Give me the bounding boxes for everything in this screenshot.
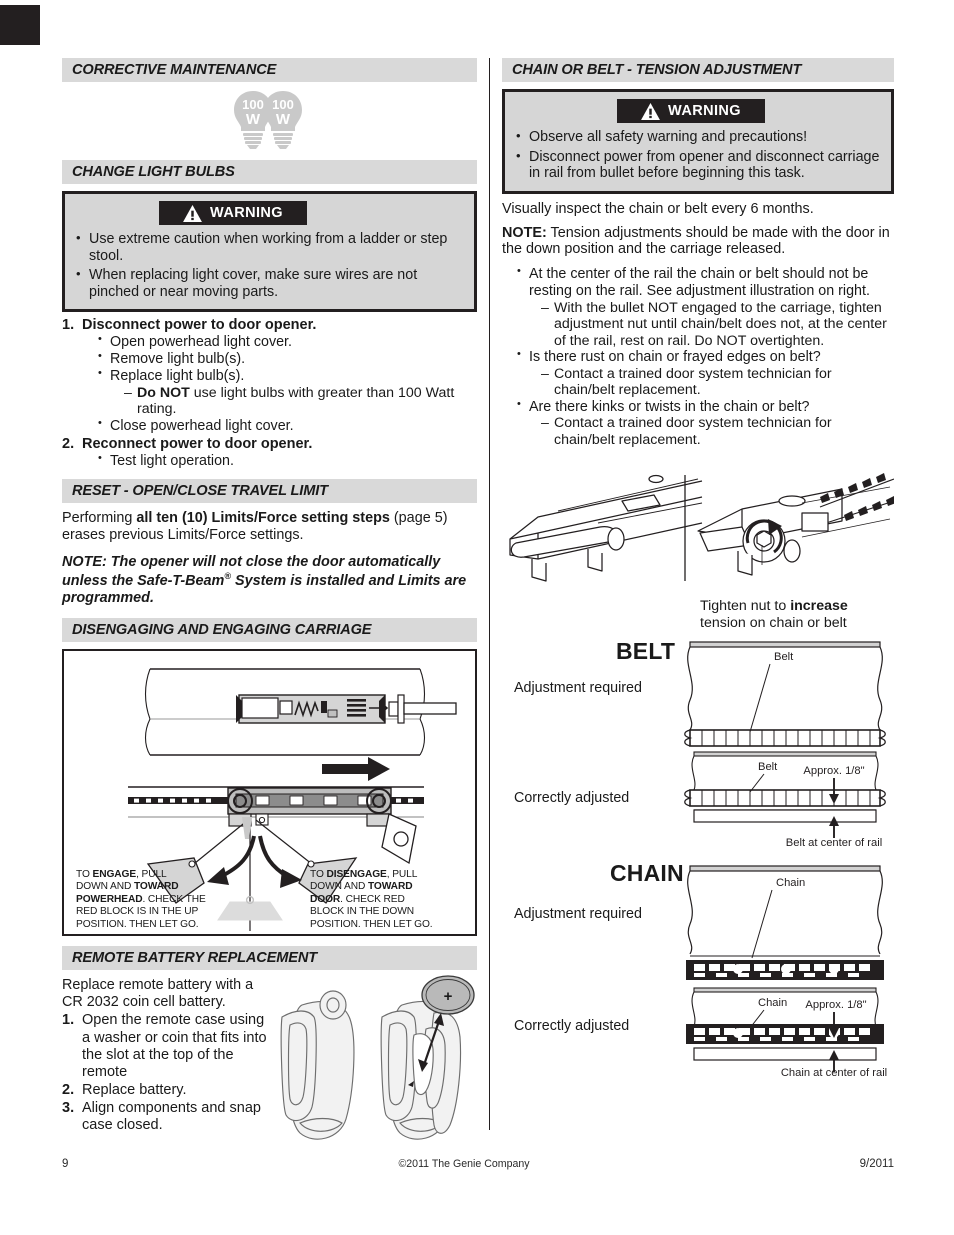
warning-box-tension (502, 89, 894, 194)
belt-diagram-title: BELT (616, 637, 676, 664)
page-corner-tab (0, 5, 40, 45)
dash-rest: use light bulbs with greater than 100 Watt rating. (137, 385, 455, 418)
battery-polarity-label: + (443, 987, 453, 1005)
tension-dash-list (541, 366, 894, 399)
belt-gap-label: Approx. 1/8" (803, 764, 865, 777)
belt-tension-figure (676, 634, 894, 846)
page-footer (62, 1158, 894, 1170)
caption-text: , PULL (136, 868, 167, 880)
remote-battery-steps (62, 1012, 267, 1134)
tension-bullet (515, 399, 894, 449)
caption-text: . CHECK RED (340, 893, 405, 905)
tension-dash: – With the bullet NOT engaged to the carriage, tighten adjustment nut until chain/belt does not, at the center of the rail, rest on rail. Do NOT overtighten. (541, 300, 894, 349)
warning-banner (617, 99, 765, 123)
section-header-remote-battery: REMOTE BATTERY REPLACEMENT (62, 946, 477, 970)
caption-text: DOWN AND (76, 881, 134, 893)
step-text: Replace battery. (82, 1081, 187, 1098)
step-text: Disconnect power to door opener. (82, 317, 317, 334)
warning-item: • Disconnect power from opener and disconnect carriage in rail from bullet before beginning this task. (513, 149, 883, 182)
step-item (62, 1100, 267, 1134)
caption-bold: DOOR (310, 893, 341, 905)
caption-bold: TOWARD (133, 881, 179, 893)
caption-text: POSITION. THEN LET GO. (76, 918, 199, 930)
copyright-notice: ©2011 The Genie Company (398, 1158, 530, 1170)
tension-bullet (515, 266, 894, 349)
chain-row1-label: Adjustment required (514, 905, 642, 922)
belt-row1-callout: Belt (774, 650, 794, 663)
tension-dash-list (541, 300, 894, 349)
chain-row2-callout: Chain (758, 996, 788, 1009)
left-column (62, 58, 477, 1157)
tension-bullet (515, 349, 894, 399)
rail-bullet-illustration (502, 459, 894, 596)
chain-bottom-label: Chain at center of rail (780, 1066, 888, 1076)
belt-row1-label: Adjustment required (514, 679, 642, 696)
section-header-reset-travel-limit: RESET - OPEN/CLOSE TRAVEL LIMIT (62, 479, 477, 503)
step-bullet: • Close powerhead light cover. (96, 418, 477, 435)
tension-dash: – Contact a trained door system technician for chain/belt replacement. (541, 415, 894, 448)
right-column (502, 58, 894, 1080)
revision-date: 9/2011 (859, 1158, 894, 1170)
chain-diagram-title: CHAIN (610, 859, 684, 886)
step-number: 2. (62, 1081, 75, 1098)
step-dash-list (124, 385, 477, 418)
belt-diagram (502, 638, 894, 850)
step-number: 3. (62, 1100, 75, 1117)
page-number: 9 (62, 1158, 69, 1170)
note-text: Tension adjustments should be made with the door in the down position and the carriage released. (502, 224, 890, 258)
reset-note: NOTE: The opener will not close the door automatically unless the Safe-T-Beam® System is installed and Limits are programmed. (62, 554, 467, 606)
reset-paragraph (62, 510, 477, 544)
caption-text: RED BLOCK IS IN THE UP (76, 906, 199, 918)
reset-para-bold: all ten (10) Limits/Force setting steps (136, 509, 390, 526)
caption-text: DOWN AND (310, 881, 368, 893)
reset-para-suffix: (page 5) erases previous Limits/Force settings. (62, 509, 448, 543)
step-number: 1. (62, 317, 75, 334)
bullet-text: At the center of the rail the chain or belt should not be resting on the rail. See adjustment illustration on right. (529, 266, 870, 299)
step-bullet-text: Replace light bulb(s). (110, 368, 245, 385)
chain-diagram (502, 860, 894, 1080)
warning-item-list (73, 231, 466, 300)
caption-bold: ENGAGE (92, 868, 137, 880)
step-text: Align components and snap case closed. (82, 1100, 261, 1134)
caption-bold: DISENGAGE (326, 868, 387, 880)
section-header-corrective-maintenance: CORRECTIVE MAINTENANCE (62, 58, 477, 82)
caption-text: BLOCK IN THE DOWN (310, 906, 414, 918)
light-bulbs-icon (62, 89, 477, 151)
inspect-line: Visually inspect the chain or belt every 6 months. (502, 200, 814, 217)
step-bullet: • Remove light bulb(s). (96, 351, 477, 368)
warning-box-light-bulbs (62, 191, 477, 312)
belt-row2-callout: Belt (758, 760, 778, 773)
step-item (62, 436, 477, 470)
tighten-prefix: Tighten nut to (700, 598, 791, 615)
belt-bottom-label: Belt at center of rail (785, 836, 883, 846)
tighten-nut-caption (502, 598, 894, 632)
svg-text:100: 100 (241, 97, 264, 112)
section-header-tension-adjustment: CHAIN OR BELT - TENSION ADJUSTMENT (502, 58, 894, 82)
bullet-text: Is there rust on chain or frayed edges on belt? (529, 349, 821, 366)
step-bullet-list (96, 334, 477, 434)
warning-label: WARNING (210, 205, 283, 221)
tighten-bold: increase (790, 598, 848, 615)
step-text: Reconnect power to door opener. (82, 435, 313, 452)
chain-tension-figure (676, 858, 894, 1076)
disengage-caption (310, 869, 470, 931)
reset-para-prefix: Performing (62, 509, 137, 526)
column-divider (489, 58, 490, 1130)
warning-item-list (513, 129, 883, 182)
step-item (62, 1082, 267, 1099)
step-number: 2. (62, 435, 75, 452)
note-label: NOTE: (502, 224, 547, 241)
svg-text:W: W (245, 111, 260, 128)
step-bullet-list (96, 453, 477, 470)
svg-text:100: 100 (271, 97, 294, 112)
step-bullet (96, 368, 477, 418)
step-text: Open the remote case using a washer or coin that fits into the slot at the top of the remote (82, 1012, 267, 1080)
warning-item: • Use extreme caution when working from a ladder or step stool. (73, 231, 466, 264)
emphasis: Do NOT (137, 385, 190, 401)
bullet-text: Are there kinks or twists in the chain or belt? (529, 398, 810, 415)
light-bulb-steps (62, 317, 477, 469)
step-item (62, 1012, 267, 1080)
warning-item: • Observe all safety warning and precautions! (513, 129, 883, 146)
remote-battery-intro: Replace remote battery with a CR 2032 coin cell battery. (62, 976, 254, 1010)
carriage-diagram (62, 649, 477, 936)
step-bullet: • Test light operation. (96, 453, 477, 470)
caption-text: POSITION. THEN LET GO. (310, 918, 433, 930)
warning-item: • When replacing light cover, make sure wires are not pinched or near moving parts. (73, 267, 466, 300)
belt-row2-label: Correctly adjusted (514, 789, 630, 806)
section-header-change-light-bulbs: CHANGE LIGHT BULBS (62, 160, 477, 184)
tension-dash-list (541, 415, 894, 448)
caption-bold: TOWARD (367, 881, 413, 893)
tighten-suffix: tension on chain or belt (700, 615, 847, 632)
chain-row2-label: Correctly adjusted (514, 1017, 630, 1034)
tension-note (502, 225, 894, 259)
warning-label: WARNING (668, 103, 741, 119)
step-dash (124, 385, 477, 418)
warning-banner (159, 201, 307, 225)
step-number: 1. (62, 1012, 75, 1029)
step-item (62, 317, 477, 434)
chain-row1-callout: Chain (776, 876, 806, 889)
remote-control-illustration (258, 973, 478, 1151)
engage-caption (76, 869, 226, 931)
step-bullet: • Open powerhead light cover. (96, 334, 477, 351)
section-header-carriage: DISENGAGING AND ENGAGING CARRIAGE (62, 618, 477, 642)
caption-text: TO (76, 868, 93, 880)
svg-text:W: W (275, 111, 290, 128)
tension-dash: – Contact a trained door system technician for chain/belt replacement. (541, 366, 894, 399)
caption-bold: POWERHEAD (76, 893, 143, 905)
caption-text: TO (310, 868, 327, 880)
caption-text: . CHECK THE (142, 893, 206, 905)
warning-triangle-icon (641, 103, 660, 120)
warning-triangle-icon (183, 205, 202, 222)
remote-battery-block (62, 977, 477, 1157)
tension-bullet-list (515, 266, 894, 448)
caption-text: , PULL (386, 868, 418, 880)
chain-gap-label: Approx. 1/8" (805, 998, 867, 1011)
